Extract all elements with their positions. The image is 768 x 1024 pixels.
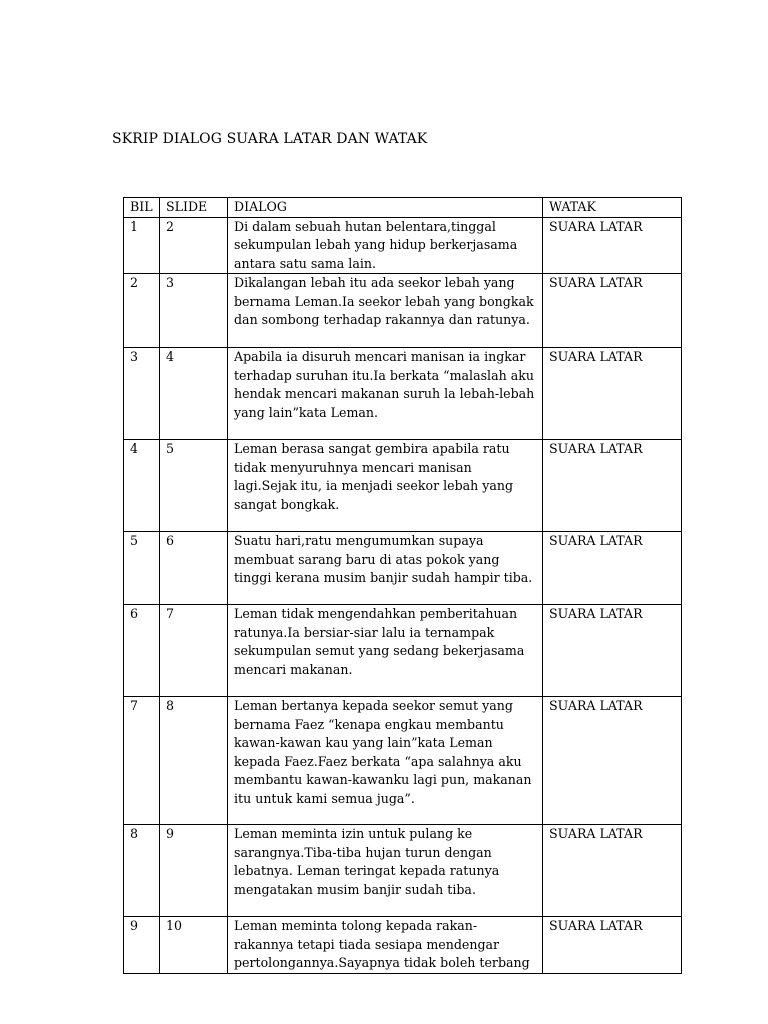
dialog-cell: Leman meminta izin untuk pulang ke sarangnya.Tiba-tiba hujan turun dengan lebatnya. Leman teringat kepada ratunya mengatakan musim banjir sudah tiba. [228,825,543,917]
bil-cell: 3 [124,348,160,440]
bil-cell: 6 [124,605,160,697]
header-slide: SLIDE [160,198,228,218]
dialog-cell: Leman bertanya kepada seekor semut yang bernama Faez “kenapa engkau membantu kawan-kawan kau yang lain”kata Leman kepada Faez.Faez berkata “apa salahnya aku membantu kawan-kawanku lagi pun, makanan itu untuk kami semua juga”. [228,697,543,825]
bil-cell: 7 [124,697,160,825]
dialog-cell: Apabila ia disuruh mencari manisan ia ingkar terhadap suruhan itu.Ia berkata “malaslah aku hendak mencari makanan suruh la lebah-lebah yang lain”kata Leman. [228,348,543,440]
bil-cell: 5 [124,532,160,605]
bil-cell: 1 [124,217,160,274]
header-bil: BIL [124,198,160,218]
dialog-script-table [123,197,682,974]
bil-cell: 9 [124,917,160,974]
slide-cell: 9 [160,825,228,917]
bil-cell: 4 [124,440,160,532]
dialog-cell: Di dalam sebuah hutan belentara,tinggal sekumpulan lebah yang hidup berkerjasama antara satu sama lain. [228,217,543,274]
header-dialog: DIALOG [228,198,543,218]
dialog-cell: Leman tidak mengendahkan pemberitahuan ratunya.Ia bersiar-siar lalu ia ternampak sekumpulan semut yang sedang bekerjasama mencari makanan. [228,605,543,697]
slide-cell: 5 [160,440,228,532]
slide-cell: 3 [160,274,228,348]
watak-cell: SUARA LATAR [543,917,682,974]
table-row [124,274,682,348]
table-row [124,917,682,974]
slide-cell: 4 [160,348,228,440]
watak-cell: SUARA LATAR [543,697,682,825]
dialog-cell: Leman meminta tolong kepada rakan-rakannya tetapi tiada sesiapa mendengar pertolongannya.Sayapnya tidak boleh terbang [228,917,543,974]
slide-cell: 6 [160,532,228,605]
dialog-cell: Dikalangan lebah itu ada seekor lebah yang bernama Leman.Ia seekor lebah yang bongkak dan sombong terhadap rakannya dan ratunya. [228,274,543,348]
table-row [124,440,682,532]
watak-cell: SUARA LATAR [543,825,682,917]
dialog-cell: Leman berasa sangat gembira apabila ratu tidak menyuruhnya mencari manisan lagi.Sejak itu, ia menjadi seekor lebah yang sangat bongkak. [228,440,543,532]
watak-cell: SUARA LATAR [543,274,682,348]
header-watak: WATAK [543,198,682,218]
slide-cell: 2 [160,217,228,274]
page-title: SKRIP DIALOG SUARA LATAR DAN WATAK [112,131,428,147]
slide-cell: 10 [160,917,228,974]
table-row [124,605,682,697]
table-row [124,825,682,917]
table-row [124,697,682,825]
slide-cell: 8 [160,697,228,825]
table-row [124,217,682,274]
table-row [124,348,682,440]
table-header-row [124,198,682,218]
watak-cell: SUARA LATAR [543,605,682,697]
watak-cell: SUARA LATAR [543,217,682,274]
dialog-cell: Suatu hari,ratu mengumumkan supaya membuat sarang baru di atas pokok yang tinggi kerana musim banjir sudah hampir tiba. [228,532,543,605]
watak-cell: SUARA LATAR [543,348,682,440]
slide-cell: 7 [160,605,228,697]
bil-cell: 8 [124,825,160,917]
watak-cell: SUARA LATAR [543,440,682,532]
watak-cell: SUARA LATAR [543,532,682,605]
table-row [124,532,682,605]
bil-cell: 2 [124,274,160,348]
